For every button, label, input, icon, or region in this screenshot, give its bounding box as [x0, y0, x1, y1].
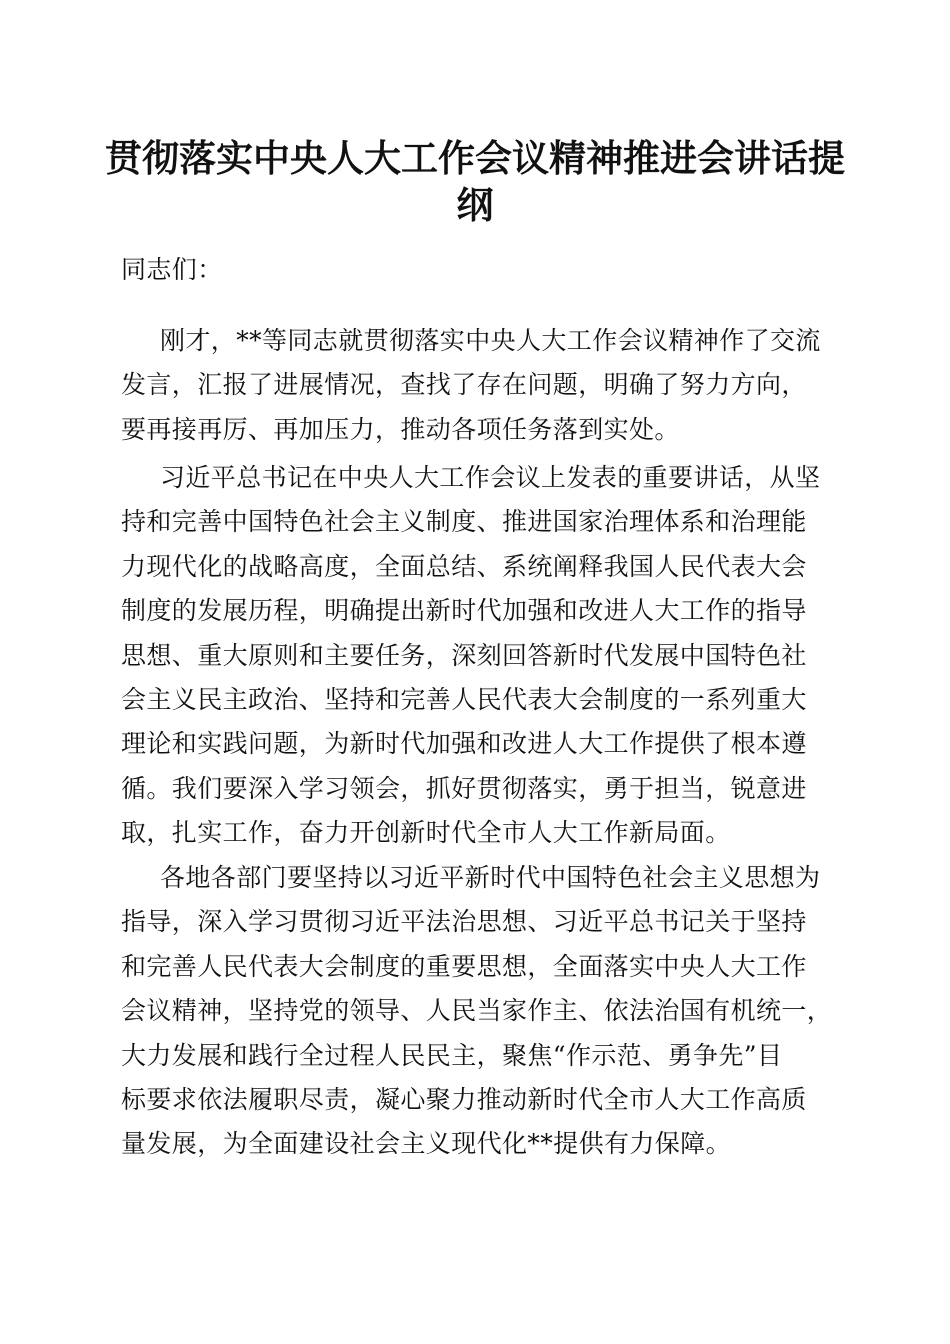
paragraph-2-line: 力现代化的战略高度，全面总结、系统阐释我国人民代表大会 [121, 551, 807, 581]
paragraph-2-line: 理论和实践问题，为新时代加强和改进人大工作提供了根本遵 [121, 729, 807, 759]
paragraph-1-line: 要再接再厉、再加压力，推动各项任务落到实处。 [121, 414, 680, 444]
paragraph-2-line: 思想、重大原则和主要任务，深刻回答新时代发展中国特色社 [121, 640, 807, 670]
paragraph-1-line: 刚才，**等同志就贯彻落实中央人大工作会议精神作了交流 [160, 326, 821, 355]
paragraph-2-line: 制度的发展历程，明确提出新时代加强和改进人大工作的指导 [121, 596, 807, 626]
paragraph-3-line: 大力发展和践行全过程人民民主，聚焦“作示范、勇争先”目 [121, 1040, 783, 1070]
salutation: 同志们： [121, 255, 223, 284]
paragraph-3-line: 和完善人民代表大会制度的重要思想，全面落实中央人大工作 [121, 951, 807, 981]
document-title-line-1: 贯彻落实中央人大工作会议精神推进会讲话提 [105, 136, 845, 180]
paragraph-2-line: 会主义民主政治、坚持和完善人民代表大会制度的一系列重大 [121, 685, 807, 714]
paragraph-3-line: 各地各部门要坚持以习近平新时代中国特色社会主义思想为 [160, 863, 821, 892]
paragraph-3-line: 标要求依法履职尽责，凝心聚力推动新时代全市人大工作高质 [121, 1085, 807, 1114]
paragraph-3-line: 指导，深入学习贯彻习近平法治思想、习近平总书记关于坚持 [121, 907, 807, 937]
paragraph-2-line: 循。我们要深入学习领会，抓好贯彻落实，勇于担当，锐意进 [121, 773, 807, 803]
paragraph-2-line: 持和完善中国特色社会主义制度、推进国家治理体系和治理能 [121, 507, 807, 537]
paragraph-1-line: 发言，汇报了进展情况，查找了存在问题，明确了努力方向， [121, 370, 807, 400]
paragraph-2-line: 取，扎实工作，奋力开创新时代全市人大工作新局面。 [121, 818, 731, 848]
document-title-line-2: 纲 [456, 183, 494, 227]
paragraph-3-line: 量发展，为全面建设社会主义现代化**提供有力保障。 [121, 1129, 732, 1159]
paragraph-3-line: 会议精神，坚持党的领导、人民当家作主、依法治国有机统一， [121, 996, 833, 1026]
paragraph-2-line: 习近平总书记在中央人大工作会议上发表的重要讲话，从坚 [160, 463, 821, 492]
